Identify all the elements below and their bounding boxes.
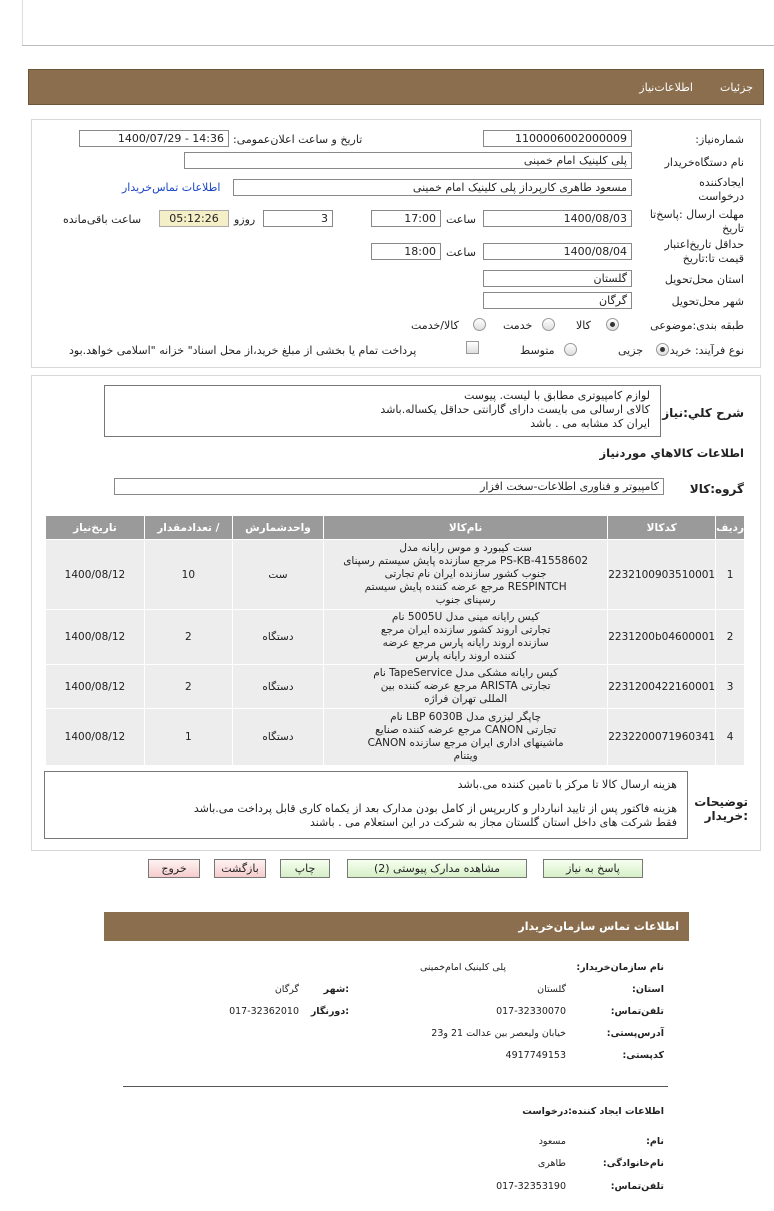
row-name-line: المللی تهران فراژه [424,693,508,705]
row-index: 4 [716,709,745,766]
row-code: 2232200071960341 [608,709,716,766]
row-qty: 1 [144,709,232,766]
row-name-line: RESPINTCH مرجع عرضه کننده پایش سیستم [364,581,567,593]
contact-province-value: گلستان [537,984,566,995]
print-button[interactable]: چاپ [280,859,330,878]
row-date: 1400/08/12 [46,610,145,665]
row-name-line: کیس رایانه مینی مدل 5005U نام [391,611,540,623]
contact-address-value: خیابان ولیعصر بین عدالت 21 و23 [431,1028,566,1039]
process-partial-radio[interactable] [656,343,669,356]
contact-province-label: استان: [632,984,664,995]
deadline-label-2: تاریخ [722,222,744,235]
creator-phone-label: تلفن‌تماس: [610,1181,664,1192]
description-box [104,385,661,437]
deadline-date-field: 1400/08/03 [483,210,632,227]
row-date: 1400/08/12 [46,665,145,709]
row-qty: 2 [144,665,232,709]
province-label: استان محل‌تحویل [664,273,744,286]
page-top-divider [22,45,774,46]
table-row [46,540,745,610]
city-label: شهر محل‌تحویل [671,295,744,308]
days-field: 3 [263,210,333,227]
row-unit: دستگاه [232,665,323,709]
row-unit: ست [232,540,323,610]
creator-name-value: مسعود [538,1136,566,1147]
buyer-notes-label: توضیحات [694,795,748,809]
row-name-line: کیس رایانه مشکی مدل TapeService نام [373,667,559,679]
remaining-timer: 05:12:26 [159,210,229,227]
category-service-label: خدمت [503,319,533,332]
row-name [324,540,608,610]
payment-treasury-note: پرداخت تمام یا بخشی از مبلغ خرید،از محل اسناد" خزانه "اسلامی خواهد.بود [69,344,417,357]
buyer-notes-line-2: هزینه فاکتور پس از تایید انباردار و کاربرپس از کامل بودن مدارک بعد از یکماه کاری قابل پرداخت می.باشد [193,802,677,815]
org-name-value: پلی کلینیک امام‌خمینی [419,962,506,973]
row-name-line: جنوب کشور سازنده ایران نام تجارتی [384,568,547,580]
buyer-notes-line-1: هزینه ارسال کالا تا مرکز با تامین کننده می.باشد [457,778,677,791]
tab-need-info[interactable]: اطلاعات‌نیاز [639,81,693,94]
row-name [324,610,608,665]
validity-label-2: قیمت تا:تاریخ [682,252,744,265]
goods-group-field: کامپیوتر و فناوری اطلاعات-سخت افزار [114,478,664,495]
row-code: 2231200b04600001 [608,610,716,665]
contact-address-label: آدرس‌پستی: [606,1028,664,1039]
buyer-contact-header [104,912,689,941]
row-index: 3 [716,665,745,709]
page-border [22,0,23,46]
col-index: ردیف [716,516,745,540]
row-index: 2 [716,610,745,665]
row-name-line: تجارتی اروند کشور سازنده ایران مرجع [380,624,551,636]
row-qty: 2 [144,610,232,665]
creator-label: ایجادکننده [699,176,744,189]
table-row [46,610,745,665]
goods-group-label: گروه:كالا [689,482,744,496]
row-name-line: ست کیبورد و موس رایانه مدل [399,542,532,554]
row-name-line: ماشینهای اداری ایران مرجع سازنده CANON [367,737,564,749]
creator-label-2: درخواست [698,190,744,203]
table-row [46,709,745,766]
row-name-line: سازنده اروند رایانه پارس مرجع عرضه [382,637,549,649]
validity-time-label: ساعت [446,246,476,259]
tab-bar [28,69,764,105]
days-label: روزو [234,213,256,226]
row-unit: دستگاه [232,610,323,665]
row-name-line: کننده اروند رایانه پارس [415,650,516,662]
contact-phone-value: 017-32330070 [496,1006,566,1017]
row-name-line: تجارتی ARISTA مرجع عرضه کننده بین [380,680,551,692]
category-goods-label: کالا [576,319,591,332]
row-qty: 10 [144,540,232,610]
announce-label: تاریخ و ساعت اعلان‌عمومی: [233,133,363,146]
row-name-line: ویتنام [453,750,478,762]
row-index: 1 [716,540,745,610]
row-name-line: PS-KB-41558602 مرجع سازنده پایش سیستم رسپنای [343,555,589,567]
process-partial-label: جزیی [618,344,644,357]
table-row [46,665,745,709]
col-date: تاریخ‌نیاز [46,516,145,540]
need-number-label: شماره‌نیاز: [695,133,744,146]
reply-button[interactable]: پاسخ به نیاز [543,859,643,878]
contact-fax-value: 017-32362010 [229,1006,299,1017]
col-qty: / تعدادمقدار [144,516,232,540]
category-service-radio[interactable] [542,318,555,331]
province-field: گلستان [483,270,632,287]
row-name [324,665,608,709]
view-attachments-button[interactable]: مشاهده مدارک پیوستی (2) [347,859,527,878]
contact-postal-value: 4917749153 [505,1050,566,1061]
process-medium-radio[interactable] [564,343,577,356]
validity-label: حداقل تاریخ‌اعتبار [664,238,744,251]
row-unit: دستگاه [232,709,323,766]
process-medium-label: متوسط [520,344,555,357]
contact-fax-label: :دورنگار [310,1006,349,1017]
payment-treasury-checkbox[interactable] [466,341,479,354]
creator-family-label: نام‌خانوادگی: [602,1158,664,1169]
validity-time-field: 18:00 [371,243,441,260]
row-name-line: رسپنای جنوب [435,594,496,606]
col-unit: واحدشمارش [232,516,323,540]
back-button[interactable]: بازگشت [214,859,266,878]
buyer-notes-box [44,771,688,839]
category-goods-service-radio[interactable] [473,318,486,331]
items-table [45,515,745,766]
col-name: نام‌کالا [324,516,608,540]
creator-family-value: طاهری [537,1158,566,1169]
need-number-field: 1100006002000009 [483,130,632,147]
category-label: طبقه بندی:موضوعی [650,319,744,332]
description-label: شرح كلي:نياز [662,406,744,420]
exit-button[interactable]: خروج [148,859,200,878]
creator-field: مسعود طاهری کارپرداز پلی کلینیک امام خمینی [233,179,632,196]
city-field: گرگان [483,292,632,309]
description-line-3: ایران کد مشابه می . باشد [530,417,650,430]
buyer-notes-label-2: :خریدار [704,809,748,823]
col-code: کدکالا [608,516,716,540]
announce-field: 1400/07/29 - 14:36 [79,130,229,147]
contact-divider [123,1086,668,1087]
creator-info-title: اطلاعات ایجاد کننده:درخواست [522,1106,664,1117]
category-goods-service-label: کالا/خدمت [411,319,459,332]
row-name [324,709,608,766]
contact-postal-label: کدپستی: [622,1050,664,1061]
buyer-label: نام دستگاه‌خریدار [664,156,744,169]
creator-phone-value: 017-32353190 [496,1181,566,1192]
buyer-contact-title: اطلاعات تماس سازمان‌خریدار [518,920,679,933]
row-name-line: چاپگر لیزری مدل LBP 6030B نام [390,711,542,723]
description-line-1: لوازم کامپیوتری مطابق با لیست. پیوست [463,389,650,402]
tab-details[interactable]: جزئیات [720,81,753,94]
buyer-field: پلی کلینیک امام خمینی [184,152,632,169]
buyer-notes-line-3: فقط شرکت های داخل استان گلستان مجاز به شرکت در این استعلام می . باشند [309,816,677,829]
contact-city-value: گرگان [274,984,299,995]
row-code: 2231200422160001 [608,665,716,709]
deadline-label: مهلت ارسال :پاسخ‌تا [649,208,744,221]
row-date: 1400/08/12 [46,709,145,766]
buyer-contact-link[interactable]: اطلاعات تماس‌خریدار [122,181,221,194]
goods-info-heading: اطلاعات كالاهاي موردنياز [599,446,744,460]
deadline-time-label: ساعت [446,213,476,226]
category-goods-radio[interactable] [606,318,619,331]
contact-phone-label: تلفن‌تماس: [610,1006,664,1017]
org-name-label: نام سازمان‌خریدار: [576,962,664,973]
table-header-row [46,516,745,540]
row-date: 1400/08/12 [46,540,145,610]
row-code: 2232100903510001 [608,540,716,610]
deadline-time-field: 17:00 [371,210,441,227]
remaining-label: ساعت باقی‌مانده [63,213,142,226]
row-name-line: تجارتی CANON مرجع عرضه کننده صنایع [375,724,557,736]
process-label: نوع فرآیند: خرید [669,344,744,357]
validity-date-field: 1400/08/04 [483,243,632,260]
contact-city-label: :شهر [323,984,349,995]
description-line-2: کالای ارسالی می بایست دارای گارانتی حداقل یکساله.باشد [380,403,650,416]
creator-name-label: نام: [646,1136,664,1147]
